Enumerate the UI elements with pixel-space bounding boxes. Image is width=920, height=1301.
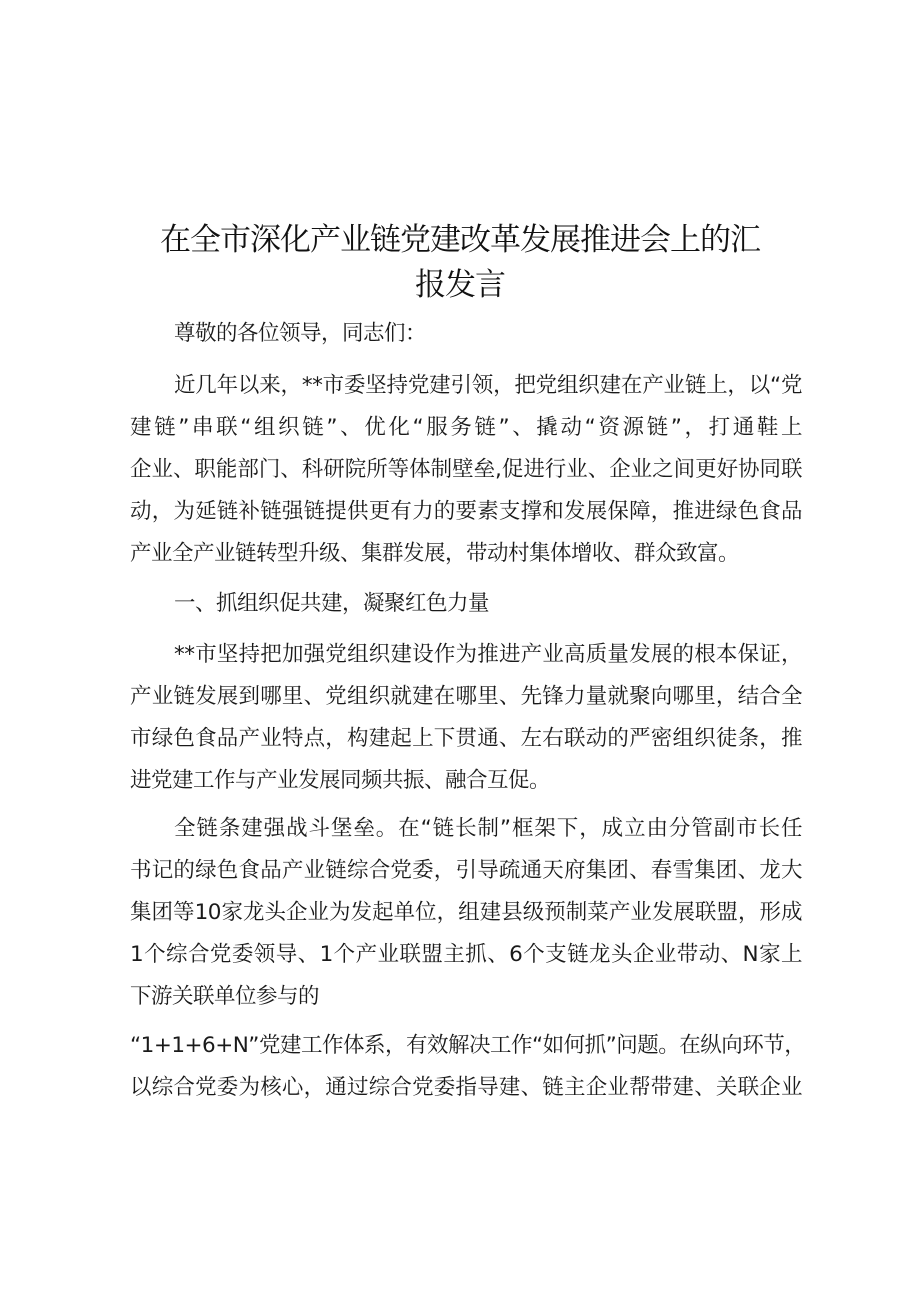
paragraph-line: 集团等10家龙头企业为发起单位，组建县级预制菜产业发展联盟，形成 [130, 900, 802, 925]
body-paragraph [130, 808, 802, 1018]
paragraph-line: 书记的绿色食品产业链综合党委，引导疏通天府集团、春雪集团、龙大 [130, 858, 802, 883]
paragraph-line: 1个综合党委领导、1个产业联盟主抓、6个支链龙头企业带动、N家上 [130, 942, 802, 967]
intro-paragraph [130, 365, 802, 575]
body-paragraph [130, 634, 802, 802]
title-line: 报发言 [415, 267, 505, 303]
section-heading [130, 583, 802, 625]
paragraph-line: 企业、职能部门、科研院所等体制壁垒,促进行业、企业之间更好协同联 [130, 457, 802, 482]
paragraph-line: 进党建工作与产业发展同频共振、融合互促。 [130, 768, 551, 793]
paragraph-line: 全链条建强战斗堡垒。在“链长制”框架下，成立由分管副市长任 [174, 816, 802, 841]
body-paragraph [130, 1025, 806, 1109]
paragraph-line: 建链”串联“组织链”、优化“服务链”、撬动“资源链”，打通鞋上 [130, 415, 802, 440]
paragraph-line: 市绿色食品产业特点，构建起上下贯通、左右联动的严密组织徒条，推 [130, 726, 802, 751]
heading-line: 一、抓组织促共建，凝聚红色力量 [174, 591, 490, 616]
paragraph-line: 产业链发展到哪里、党组织就建在哪里、先锋力量就聚向哪里，结合全 [130, 684, 802, 709]
paragraph-line: 近几年以来，**市委坚持党建引领，把党组织建在产业链上，以“党 [174, 373, 802, 398]
greeting-paragraph [130, 313, 802, 355]
paragraph-line: **市坚持把加强党组织建设作为推进产业高质量发展的根本保证， [174, 642, 802, 667]
paragraph-line: 动，为延链补链强链提供更有力的要素支撑和发展保障，推进绿色食品 [130, 499, 802, 524]
paragraph-line: 以综合党委为核心，通过综合党委指导建、链主企业帮带建、关联企业 [130, 1075, 802, 1100]
document-title [130, 218, 790, 308]
paragraph-line: 下游关联单位参与的 [130, 984, 320, 1009]
paragraph-line: “1+1+6+N”党建工作体系，有效解决工作“如何抓”问题。在纵向环节， [130, 1033, 806, 1058]
paragraph-line: 尊敬的各位领导，同志们： [174, 321, 427, 346]
paragraph-line: 产业全产业链转型升级、集群发展，带动村集体增收、群众致富。 [130, 541, 740, 566]
title-line: 在全市深化产业链党建改革发展推进会上的汇 [160, 222, 760, 258]
